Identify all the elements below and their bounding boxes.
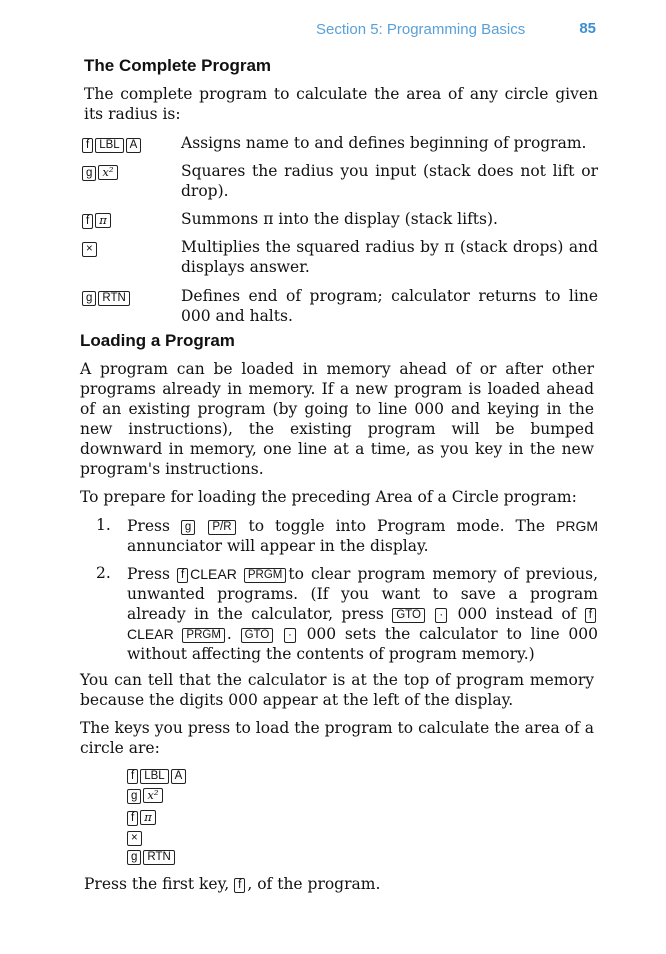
step-desc-4: Multiplies the squared radius by π (stack drops) and displays answer. — [181, 238, 598, 276]
step-desc-2: Squares the radius you input (stack does not lift or drop). — [181, 162, 598, 200]
key-f: f — [127, 811, 138, 826]
section-title: Section 5: Programming Basics — [316, 21, 526, 38]
prgm-annunciator: PRGM — [556, 518, 599, 534]
keylist-row-4 — [127, 827, 144, 845]
key-a: A — [126, 138, 142, 153]
keylist-row-1 — [127, 765, 188, 783]
key-rtn: RTN — [143, 850, 174, 865]
step-keys-2 — [82, 162, 120, 180]
key-multiply: × — [82, 242, 97, 257]
step-desc-1: Assigns name to and defines beginning of program. — [181, 134, 587, 152]
list-number-2: 2. — [96, 564, 111, 582]
key-prgm: PRGM — [182, 628, 225, 643]
loading-paragraph-4: The keys you press to load the program to calculate the area of a circle are: — [80, 719, 594, 757]
key-f: f — [585, 608, 596, 623]
list-number-1: 1. — [96, 516, 111, 534]
step-desc-3: Summons π into the display (stack lifts). — [181, 210, 498, 228]
step-keys-1 — [82, 134, 143, 152]
loading-paragraph-3: You can tell that the calculator is at the top of program memory because the digits 000 appear at the left of the display. — [80, 671, 594, 709]
step-desc-5: Defines end of program; calculator returns to line 000 and halts. — [181, 287, 598, 325]
key-x-squared: x² — [98, 165, 117, 180]
key-g: g — [127, 789, 141, 804]
key-g: g — [82, 166, 96, 181]
key-lbl: LBL — [95, 138, 123, 153]
key-lbl: LBL — [140, 769, 168, 784]
key-decimal: · — [284, 628, 296, 643]
clear-label: CLEAR — [127, 626, 174, 642]
key-f: f — [127, 769, 138, 784]
list-item-1: Press g P/R to toggle into Program mode. The PRGM annunciator will appear in the display. — [127, 517, 599, 555]
key-g: g — [127, 850, 141, 865]
heading-loading-program: Loading a Program — [80, 331, 235, 350]
key-prgm: PRGM — [244, 568, 287, 583]
key-f: f — [177, 568, 188, 583]
step-keys-4 — [82, 238, 99, 256]
keylist-row-5 — [127, 846, 177, 864]
key-f: f — [82, 214, 93, 229]
running-header — [316, 20, 598, 42]
key-multiply: × — [127, 831, 142, 846]
intro-paragraph: The complete program to calculate the area of any circle given its radius is: — [84, 85, 598, 123]
list-item-2: Press f CLEAR PRGM to clear program memory of previous, unwanted programs. (If you want to save a program already in the calculator, press GTO · 000 instead of f CLEAR PRGM . GTO · 000 sets the calculator to line 000 without affecting the contents of program memory.) — [127, 565, 598, 663]
key-pi: π — [140, 810, 156, 825]
clear-label: CLEAR — [190, 566, 237, 582]
page-number: 85 — [579, 20, 596, 37]
step-keys-5 — [82, 287, 132, 305]
key-rtn: RTN — [98, 291, 129, 306]
key-gto: GTO — [392, 608, 425, 623]
key-gto: GTO — [241, 628, 274, 643]
key-f: f — [82, 138, 93, 153]
key-pi: π — [95, 213, 111, 228]
loading-paragraph-1: A program can be loaded in memory ahead of or after other programs already in memory. If a new program is loaded ahead of an existing program (by going to line 000 and keying in the new instructions), the existing program will be bumped downward in memory, one line at a time, as you key in the new program's instructions. — [80, 360, 594, 478]
keylist-row-2 — [127, 785, 165, 803]
heading-complete-program: The Complete Program — [84, 56, 272, 75]
key-x-squared: x² — [143, 788, 162, 803]
step-keys-3 — [82, 210, 113, 228]
key-p-r: P/R — [208, 520, 235, 535]
key-f: f — [234, 878, 245, 893]
key-g: g — [82, 291, 96, 306]
final-instruction: Press the first key, f , of the program. — [84, 875, 381, 893]
loading-paragraph-2: To prepare for loading the preceding Area of a Circle program: — [80, 488, 577, 506]
key-a: A — [171, 769, 187, 784]
key-decimal: · — [435, 608, 447, 623]
keylist-row-3 — [127, 807, 158, 825]
key-g: g — [181, 520, 195, 535]
